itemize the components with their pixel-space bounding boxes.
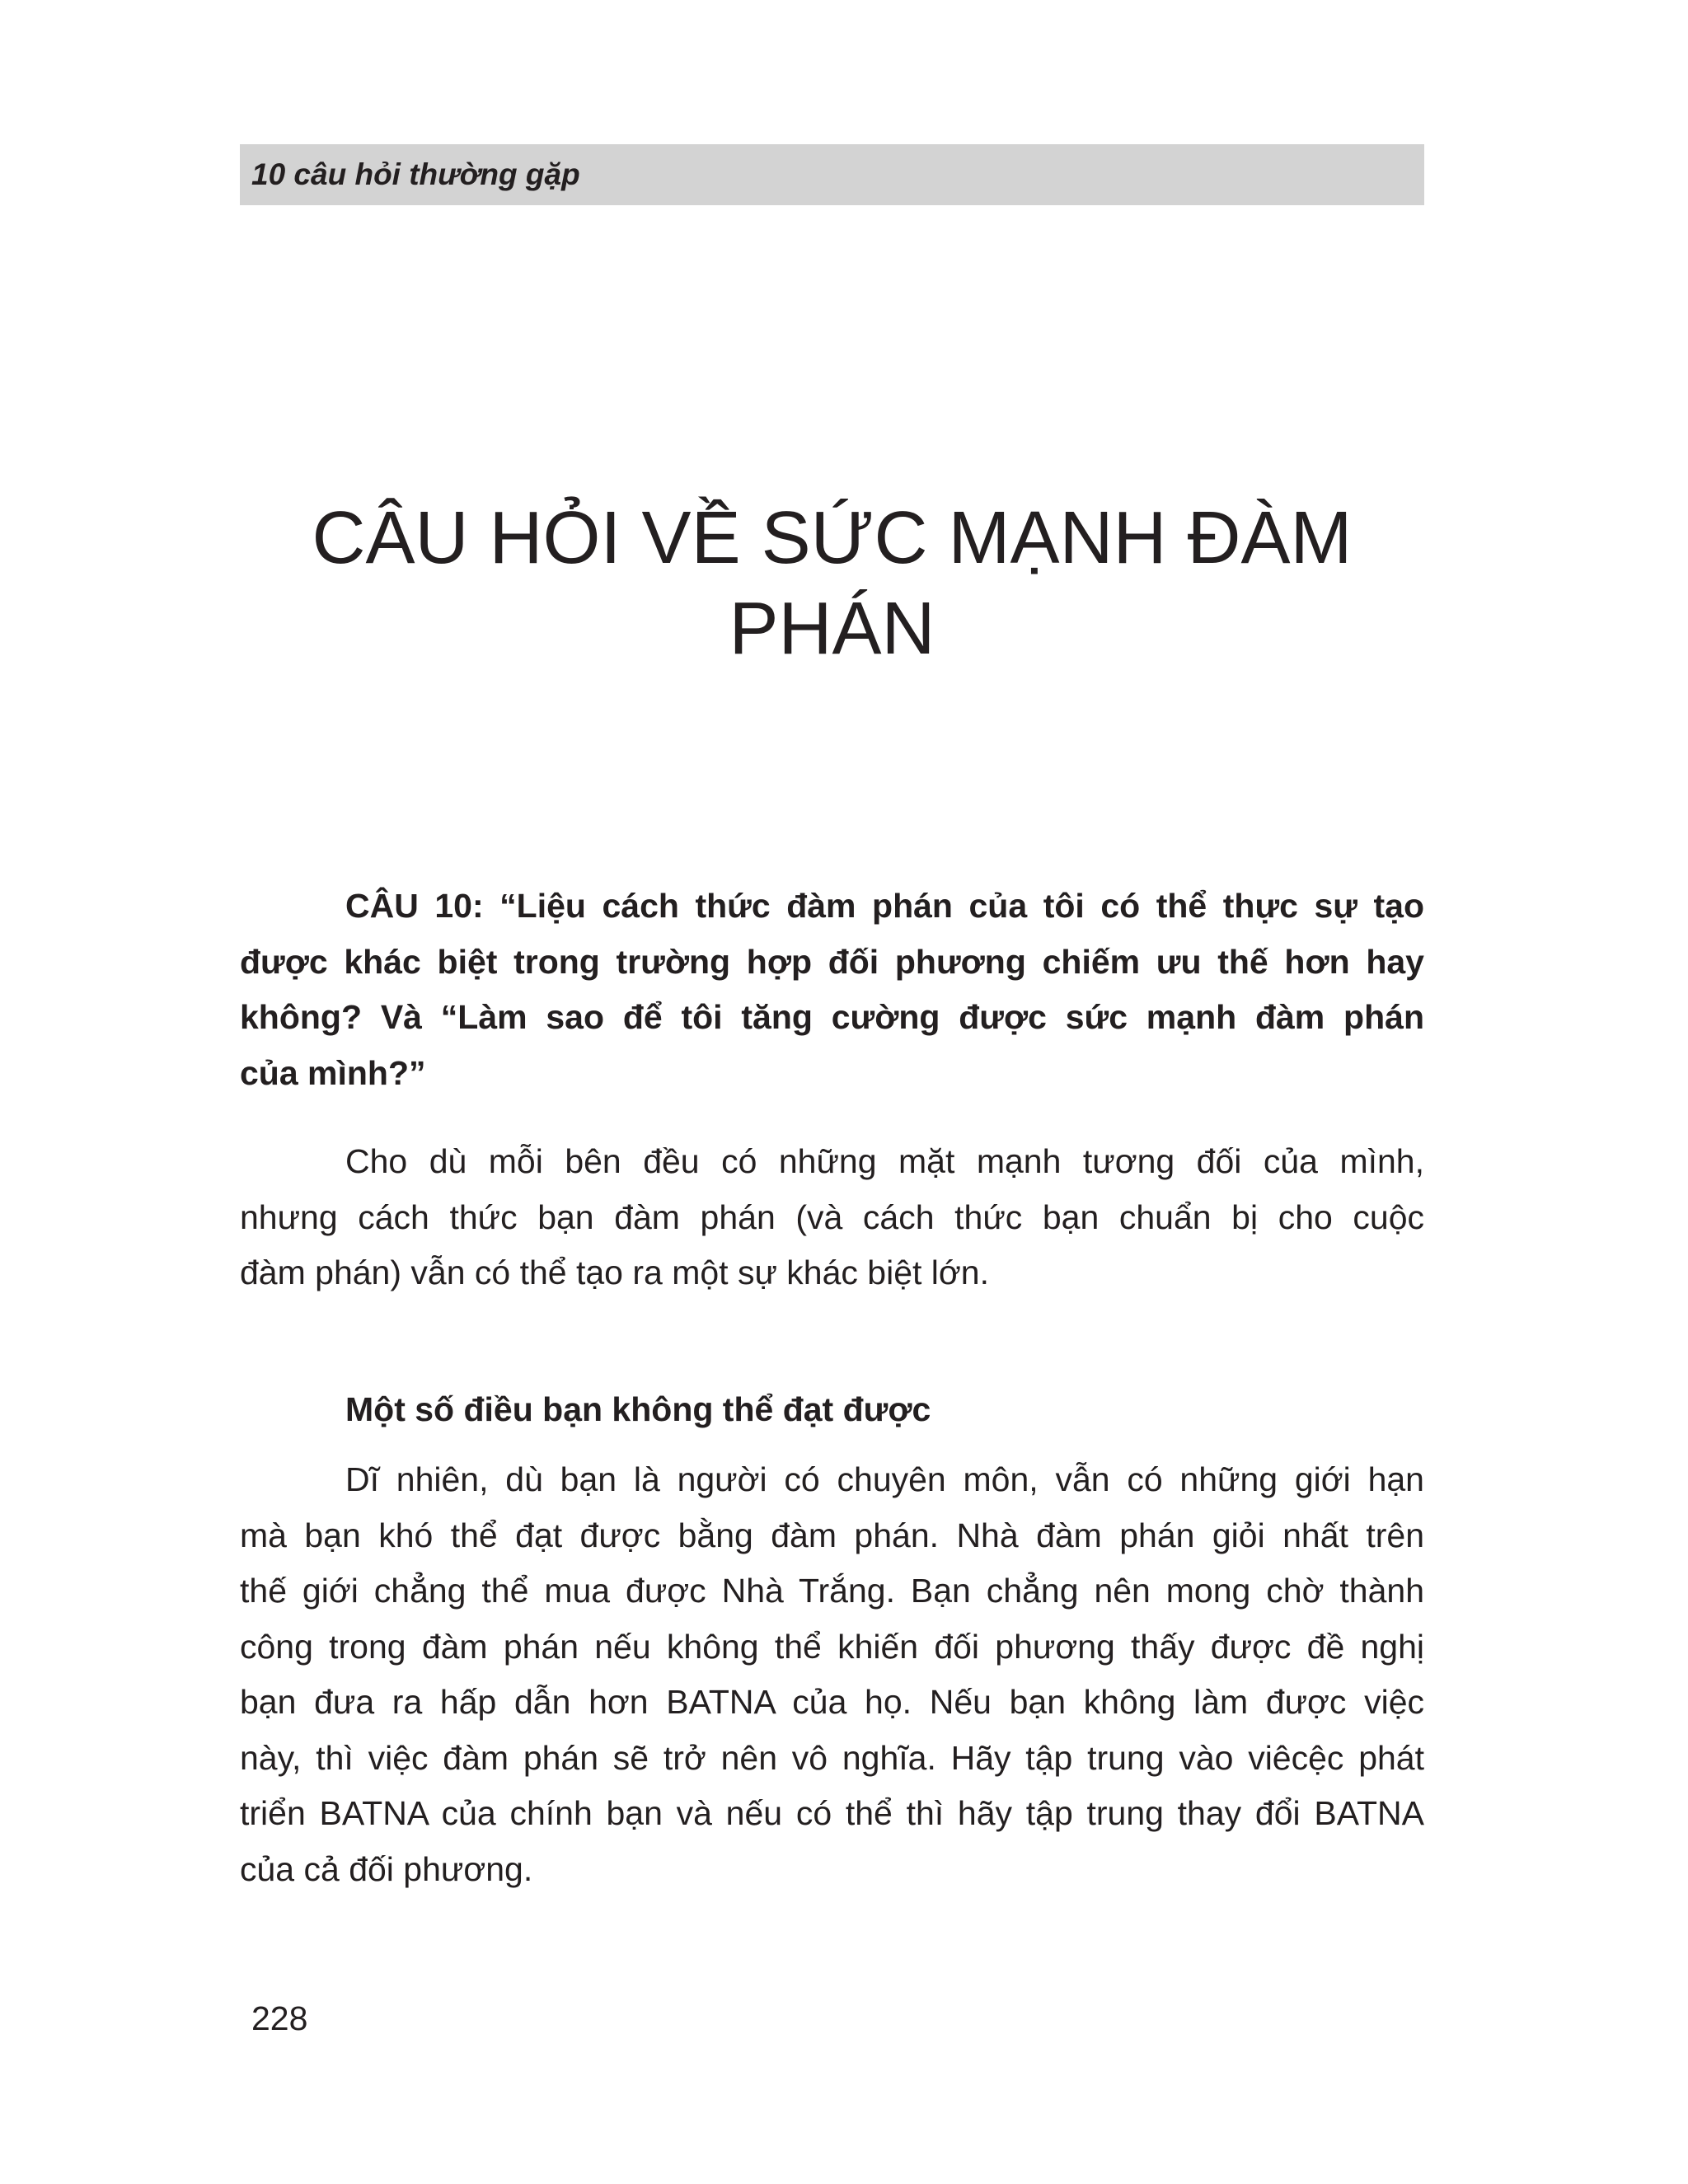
question-line: của mình?” [240, 1053, 426, 1092]
paragraph-line: này, thì việc đàm phán sẽ trở nên vô nghĩa. Hãy tập trung vào viêcệc phát [240, 1738, 1424, 1777]
running-header-bar [240, 144, 1424, 205]
paragraph-line: mà bạn khó thể đạt được bằng đàm phán. Nhà đàm phán giỏi nhất trên [240, 1516, 1424, 1554]
chapter-title-line: PHÁN [729, 588, 935, 670]
paragraph-line: triển BATNA của chính bạn và nếu có thể thì hãy tập trung thay đổi BATNA [240, 1794, 1424, 1832]
paragraph-line: của cả đối phương. [240, 1849, 533, 1888]
paragraph-line: đàm phán) vẫn có thể tạo ra một sự khác biệt lớn. [240, 1254, 989, 1291]
section-subheading: Một số điều bạn không thể đạt được [345, 1390, 931, 1428]
paragraph-line: thế giới chẳng thể mua được Nhà Trắng. Bạn chẳng nên mong chờ thành [240, 1572, 1424, 1610]
question-line: được khác biệt trong trường hợp đối phương chiếm ưu thế hơn hay [240, 942, 1424, 981]
running-header-title: 10 câu hỏi thường gặp [251, 157, 580, 191]
paragraph-line: bạn đưa ra hấp dẫn hơn BATNA của họ. Nếu bạn không làm được việc [240, 1683, 1424, 1721]
question-line: CÂU 10: “Liệu cách thức đàm phán của tôi có thể thực sự tạo [345, 887, 1424, 925]
question-line: không? Và “Làm sao để tôi tăng cường được sức mạnh đàm phán [240, 998, 1424, 1036]
intro-paragraph [240, 1134, 1424, 1301]
paragraph-line: nhưng cách thức bạn đàm phán (và cách thức bạn chuẩn bị cho cuộc [240, 1197, 1424, 1236]
page-number: 228 [251, 1999, 308, 2037]
chapter-title [240, 493, 1424, 674]
body-paragraph [240, 1452, 1424, 1897]
chapter-title-line: CÂU HỎI VỀ SỨC MẠNH ĐÀM [312, 497, 1353, 579]
paragraph-line: công trong đàm phán nếu không thể khiến đối phương thấy được đề nghị [240, 1627, 1424, 1666]
question-heading [240, 879, 1424, 1101]
paragraph-line: Dĩ nhiên, dù bạn là người có chuyên môn, vẫn có những giới hạn [345, 1460, 1424, 1498]
paragraph-line: Cho dù mỗi bên đều có những mặt mạnh tương đối của mình, [345, 1142, 1424, 1180]
